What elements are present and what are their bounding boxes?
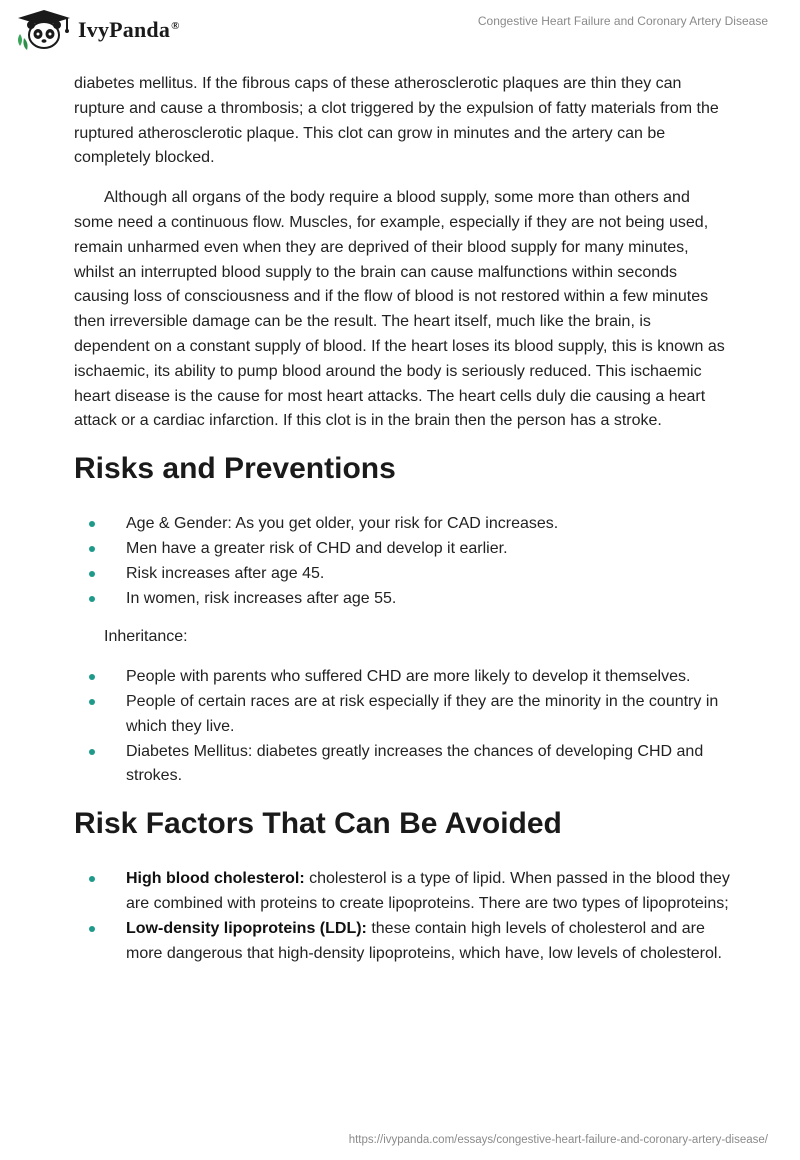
inheritance-list xyxy=(74,665,730,789)
dot-bullet-icon xyxy=(89,596,95,602)
dot-bullet-icon xyxy=(89,749,95,755)
section-heading-avoidable: Risk Factors That Can Be Avoided xyxy=(74,807,562,841)
list-item: High blood cholesterol: cholesterol is a type of lipid. When passed in the blood they are combined with proteins to create lipoproteins. There are two types of lipoproteins; xyxy=(74,867,730,917)
dot-bullet-icon xyxy=(89,674,95,680)
list-item: In women, risk increases after age 55. xyxy=(74,587,730,612)
paragraph: Although all organs of the body require a blood supply, some more than others and some need a continuous flow. Muscles, for example, especially if they are not being used, remain unharmed even when they are deprived of their blood supply for many minutes, whilst an interrupted blood supply to the brain can cause malfunctions within seconds causing loss of consciousness and if the flow of blood is not restored within a few minutes then irreversible damage can be the result. The heart itself, much like the brain, is dependent on a constant supply of blood. If the heart loses its blood supply, this is known as ischaemic, its ability to pump blood around the body is seriously reduced. This ischaemic heart disease is the cause for most heart attacks. The heart cells duly die causing a heart attack or a cardiac infarction. If this clot is in the brain then the person has a stroke. xyxy=(74,189,725,430)
list-item: Risk increases after age 45. xyxy=(74,562,730,587)
list-item: Low-density lipoproteins (LDL): these contain high levels of cholesterol and are more dangerous that high-density lipoproteins, which have, low levels of cholesterol. xyxy=(74,917,730,967)
risk-list xyxy=(74,512,730,611)
dot-bullet-icon xyxy=(89,571,95,577)
list-item: People of certain races are at risk especially if they are the minority in the country in which they live. xyxy=(74,690,730,740)
dot-bullet-icon xyxy=(89,699,95,705)
essay-body xyxy=(74,72,730,980)
dot-bullet-icon xyxy=(89,546,95,552)
list-item: Men have a greater risk of CHD and develop it earlier. xyxy=(74,537,730,562)
logo-wordmark: IvyPanda® xyxy=(78,17,180,42)
ivypanda-logo[interactable] xyxy=(14,8,180,52)
list-item: Age & Gender: As you get older, your risk for CAD increases. xyxy=(74,512,730,537)
section-heading-risks: Risks and Preventions xyxy=(74,452,396,486)
dot-bullet-icon xyxy=(89,876,95,882)
page-header xyxy=(0,0,800,60)
dot-bullet-icon xyxy=(89,926,95,932)
panda-graduation-cap-icon xyxy=(14,8,72,52)
paragraph: diabetes mellitus. If the fibrous caps of these atherosclerotic plaques are thin they can rupture and cause a thrombosis; a clot triggered by the expulsion of fatty materials from the ruptured atherosclerotic plaque. This clot can grow in minutes and the artery can be completely blocked. xyxy=(74,75,719,167)
dot-bullet-icon xyxy=(89,521,95,527)
document-title: Congestive Heart Failure and Coronary Artery Disease xyxy=(477,14,768,28)
avoidable-list xyxy=(74,867,730,966)
source-url[interactable]: https://ivypanda.com/essays/congestive-heart-failure-and-coronary-artery-disease/ xyxy=(348,1134,768,1146)
inheritance-label: Inheritance: xyxy=(104,628,188,646)
list-item: People with parents who suffered CHD are more likely to develop it themselves. xyxy=(74,665,730,690)
list-item: Diabetes Mellitus: diabetes greatly increases the chances of developing CHD and strokes. xyxy=(74,740,730,790)
